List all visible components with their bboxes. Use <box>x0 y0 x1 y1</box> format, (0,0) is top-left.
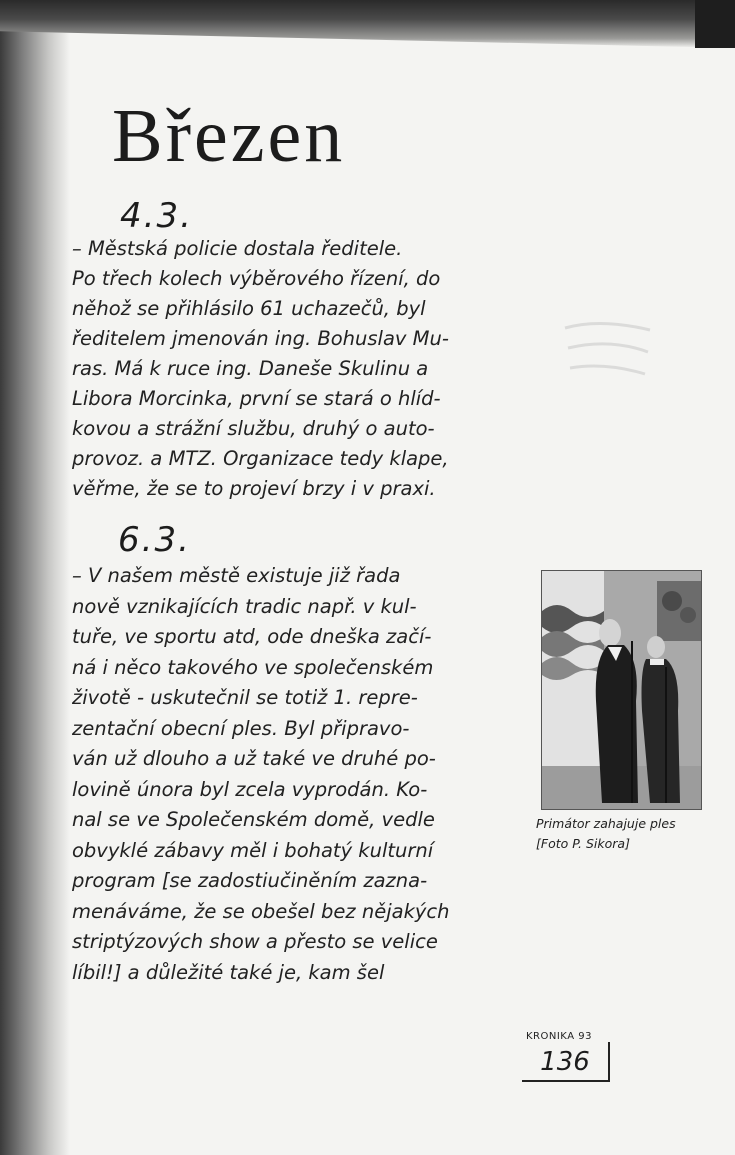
text-line: lovině února byl zcela vyprodán. Ko- <box>72 777 428 801</box>
text-line: provoz. a MTZ. Organizace tedy klape, <box>72 447 449 470</box>
entry-date: 4.3. <box>120 196 193 236</box>
caption-line: [Foto P. Sikora] <box>536 836 630 851</box>
caption-line: Primátor zahajuje ples <box>536 816 676 831</box>
text-line: kovou a strážní službu, druhý o auto- <box>72 417 435 440</box>
text-line: tuře, ve sportu atd, ode dneška začí- <box>72 625 432 648</box>
top-edge-shadow <box>0 0 735 48</box>
text-line: ředitelem jmenován ing. Bohuslav Mu- <box>72 327 449 350</box>
corner-shadow <box>695 0 735 48</box>
text-line: ván už dlouho a už také ve druhé po- <box>72 747 436 770</box>
entry-text <box>72 561 520 988</box>
text-line: striptýzových show a přesto se velice <box>72 930 438 953</box>
text-line: nal se ve Společenském domě, vedle <box>72 808 435 831</box>
text-line: ras. Má k ruce ing. Daneše Skulinu a <box>72 357 429 380</box>
text-line: něhož se přihlásilo 61 uchazečů, byl <box>72 297 426 320</box>
event-photo <box>541 570 702 810</box>
text-line: Po třech kolech výběrového řízení, do <box>72 267 441 290</box>
text-line: líbil!] a důležité také je, kam šel <box>72 960 385 984</box>
page-number: 136 <box>522 1042 610 1082</box>
text-line: životě - uskutečnil se totiž 1. repre- <box>72 686 418 709</box>
text-line: věřme, že se to projeví brzy i v praxi. <box>72 477 436 500</box>
text-line: – Městská policie dostala ředitele. <box>72 237 403 260</box>
month-heading: Březen <box>112 94 346 178</box>
text-line: zentační obecní ples. Byl připravo- <box>72 716 410 740</box>
text-line: Libora Morcinka, první se stará o hlíd- <box>72 387 441 410</box>
text-line: menáváme, že se obešel bez nějakých <box>72 899 450 923</box>
entry-date: 6.3. <box>118 520 191 560</box>
chronicle-label: KRONIKA 93 <box>526 1031 592 1042</box>
text-line: program [se zadostiučiněním zazna- <box>72 869 428 892</box>
photo-caption <box>536 814 731 854</box>
entry-text <box>72 234 520 504</box>
text-line: nově vznikajících tradic např. v kul- <box>72 594 417 618</box>
text-line: obvyklé zábavy měl i bohatý kulturní <box>72 838 434 862</box>
bleed-through-mark <box>560 318 655 388</box>
text-line: – V našem městě existuje již řada <box>72 564 401 587</box>
text-line: ná i něco takového ve společenském <box>72 655 434 679</box>
binding-shadow <box>0 0 70 1155</box>
photo-illustration <box>542 571 701 809</box>
